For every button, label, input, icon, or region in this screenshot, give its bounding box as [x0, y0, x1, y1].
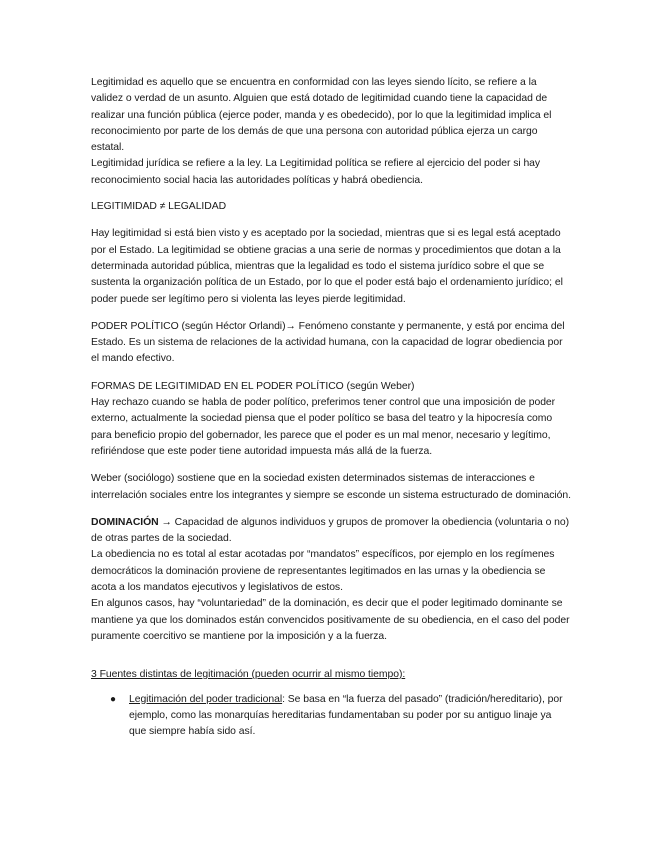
term-dominacion: DOMINACIÓN [91, 516, 159, 528]
paragraph-rechazo-poder: Hay rechazo cuando se habla de poder político, preferimos tener control que una imposición de poder externo, actualmente la sociedad piensa que el poder político se basa del teatro y la hipocresía como para beneficio propio del gobernador, les parece que el poder es un mal menor, necesario y legítimo, refiriéndose que este poder tiene autoridad impuesta más allá de la fuerza. [91, 397, 556, 457]
paragraph-legitimidad-vs-legalidad: Hay legitimidad si está bien visto y es aceptado por la sociedad, mientras que si es legal está aceptado por el Estado. La legitimidad se obtiene gracias a una serie de normas y procedimientos que dotan a la determinada autoridad pública, mientras que la legalidad es todo el sistema jurídico sobre el que se sustenta la organización política de un Estado, por lo que el poder está bajo el ordenamiento jurídico; el poder puede ser legítimo pero si violenta las leyes pierde legitimidad. [91, 228, 563, 305]
paragraph-poder-politico [91, 319, 571, 368]
legitimation-sources-list [91, 692, 571, 741]
arrow-icon: → [285, 320, 296, 332]
heading-fuentes-legitimacion: 3 Fuentes distintas de legitimación (pueden ocurrir al mismo tiempo): [91, 669, 406, 681]
heading-legitimidad-legalidad: LEGITIMIDAD ≠ LEGALIDAD [91, 201, 227, 213]
paragraph-dominacion [91, 515, 571, 548]
paragraph-voluntariedad: En algunos casos, hay “voluntariedad” de la dominación, es decir que el poder legitimado dominante se mantiene ya que los dominados están convencidos positivamente de su obediencia, en el caso del poder puramente coercitivo se mantiene por la imposición y a la fuerza. [91, 598, 570, 642]
paragraph-juridica-politica: Legitimidad jurídica se refiere a la ley. La Legitimidad política se refiere al ejercicio del poder si hay reconocimiento social hacia las autoridades políticas y habrá obediencia. [91, 158, 541, 186]
poder-politico-definition: Fenómeno constante y permanente, y está por encima del Estado. Es un sistema de relaciones de la actividad humana, con la capacidad de lograr obediencia por el mando efectivo. [91, 320, 565, 365]
bullet-icon: ● [110, 693, 116, 705]
paragraph-definicion: Legitimidad es aquello que se encuentra en conformidad con las leyes siendo lícito, se refiere a la validez o verdad de un asunto. Alguien que está dotado de legitimidad cuando tiene la capacidad de realizar una función pública (ejerce poder, manda y es obedecido), por lo que la legitimidad implica el reconocimiento por parte de los demás de que una persona con autoridad pública ejerza un cargo estatal. [91, 77, 552, 154]
term-poder-politico: PODER POLÍTICO (según Héctor Orlandi) [91, 320, 286, 332]
arrow-icon: → [161, 516, 172, 528]
heading-formas-legitimidad: FORMAS DE LEGITIMIDAD EN EL PODER POLÍTICO (según Weber) [91, 380, 415, 392]
list-item [110, 692, 571, 741]
term-poder-tradicional: Legitimación del poder tradicional [129, 693, 283, 705]
poder-tradicional-definition: : Se basa en “la fuerza del pasado” (tradición/hereditario), por ejemplo, como las monarquías hereditarias fundamentaban su poder por su antiguo linaje ya que siempre había sido así. [129, 693, 563, 738]
dominacion-definition: Capacidad de algunos individuos y grupos de promover la obediencia (voluntaria o no) de otras partes de la sociedad. [91, 516, 570, 545]
paragraph-obediencia: La obediencia no es total al estar acotadas por “mandatos” específicos, por ejemplo en los regímenes democráticos la dominación proviene de representantes legitimados en las urnas y la obediencia se acota a los mandatos ejecutivos y legislativos de estos. [91, 549, 555, 594]
document-page [91, 75, 571, 740]
paragraph-weber: Weber (sociólogo) sostiene que en la sociedad existen determinados sistemas de interacciones e interrelación sociales entre los integrantes y siempre se esconde un sistema estructurado de dominación. [91, 473, 571, 501]
